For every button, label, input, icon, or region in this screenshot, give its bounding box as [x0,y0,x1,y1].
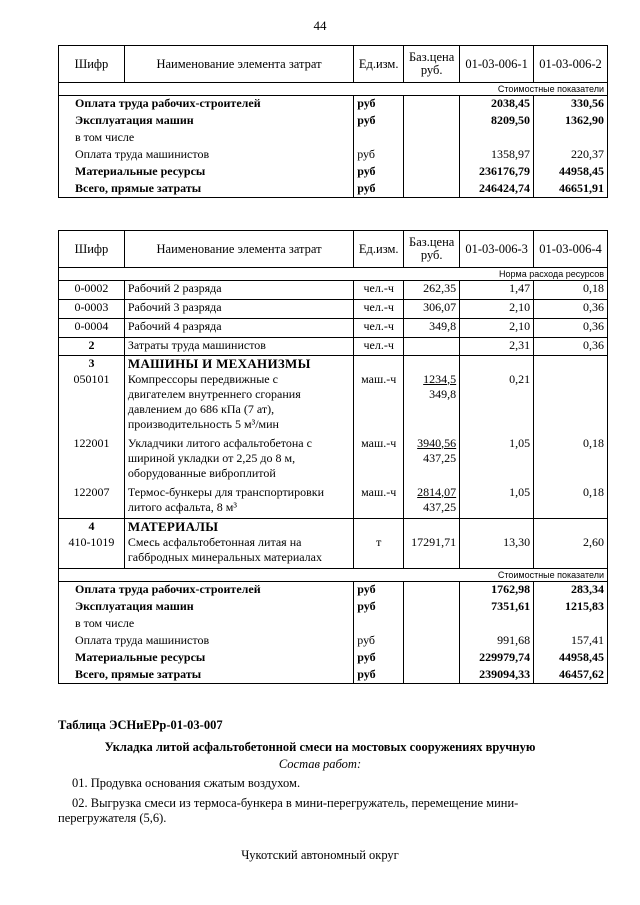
row-value-1: 1,05 [460,436,534,485]
name-line: Компрессоры передвижные с [127,371,278,386]
cost-name: Оплата труда рабочих-строителей [59,582,354,599]
name-line: Укладчики литого асфальтобетона с [127,435,312,450]
cost-row [59,633,608,650]
cost-row [59,113,608,130]
cost-value-2: 1215,83 [534,599,608,616]
cost-name: Материальные ресурсы [59,164,354,181]
header-code: Шифр [59,46,125,83]
cost-row [59,181,608,198]
name-line: литого асфальта, 8 м³ [127,499,237,514]
cost-value-2: 44958,45 [534,650,608,667]
name-line: габбродных минеральных материалах [127,549,322,564]
row-unit: маш.-ч [354,485,404,519]
row-price [404,338,460,356]
cost-name: Всего, прямые затраты [59,181,354,198]
subheader: Стоимостные показатели [59,83,608,96]
row-name: Рабочий 2 разряда [124,281,353,300]
works-heading: Состав работ: [278,757,362,771]
cost-value-1: 246424,74 [460,181,534,198]
work-item-2-cont: перегружателя (5,6). [58,811,167,825]
row-value-2: 0,18 [534,281,608,300]
header-price: Баз.цена руб. [404,231,460,268]
name-line: Термос-бункеры для транспортировки [127,484,325,499]
worker-row [59,300,608,319]
subheader: Норма расхода ресурсов [59,268,608,281]
cost-unit: руб [354,650,404,667]
row-price: 2814,07 [417,484,457,499]
row-value-1: 1,05 [460,485,534,519]
cost-name: в том числе [59,616,354,633]
materials-section-row [59,519,608,535]
cost-name: Оплата труда машинистов [59,633,354,650]
row-code: 2 [59,338,125,356]
cost-row [59,164,608,181]
row-unit: маш.-ч [354,436,404,485]
cost-name: Эксплуатация машин [59,599,354,616]
row-name [124,372,353,436]
cost-price [404,113,460,130]
cost-value-1: 8209,50 [460,113,534,130]
cost-price [404,599,460,616]
cost-row [59,130,608,147]
cost-value-1: 2038,45 [460,96,534,113]
header-col1: 01-03-006-1 [460,46,534,83]
cost-price [404,164,460,181]
row-value-1: 2,10 [460,319,534,338]
row-unit: чел.-ч [354,300,404,319]
cost-unit: руб [354,582,404,599]
cost-value-2: 1362,90 [534,113,608,130]
drivers-row [59,338,608,356]
section-code: 4 [59,519,125,535]
cost-value-1: 229979,74 [460,650,534,667]
row-code: 0-0003 [59,300,125,319]
cost-name: Всего, прямые затраты [59,667,354,684]
row-price: 1234,5 [423,371,457,386]
row-value-2: 0,36 [534,319,608,338]
cost-value-2: 157,41 [534,633,608,650]
cost-price [404,582,460,599]
cost-value-2: 283,34 [534,582,608,599]
row-name [124,436,353,485]
machine-row [59,372,608,436]
header-col2: 01-03-006-4 [534,231,608,268]
row-unit: т [354,535,404,569]
cost-price [404,633,460,650]
cost-price [404,130,460,147]
row-price: 17291,71 [404,535,460,569]
row-value-2: 0,18 [534,485,608,519]
name-line: производительность 5 м³/мин [127,416,279,431]
row-price: 306,07 [404,300,460,319]
cost-value-1: 239094,33 [460,667,534,684]
cost-table-1 [58,45,608,198]
name-line: оборудованные виброплитой [127,465,276,480]
row-value-1: 2,31 [460,338,534,356]
cost-value-1 [460,130,534,147]
section-code: 3 [59,356,125,372]
row-unit: чел.-ч [354,319,404,338]
cost-value-2: 44958,45 [534,164,608,181]
row-value-2 [534,372,608,436]
cost-price [404,616,460,633]
resource-table-2 [58,230,608,684]
cost-value-2: 46651,91 [534,181,608,198]
section-name: МАШИНЫ И МЕХАНИЗМЫ [124,356,353,372]
cost-value-2 [534,130,608,147]
cost-row [59,582,608,599]
header-unit: Ед.изм. [354,46,404,83]
cost-price [404,147,460,164]
row-unit: чел.-ч [354,338,404,356]
cost-unit [354,130,404,147]
name-line: давлением до 686 кПа (7 ат), [127,401,275,416]
material-row [59,535,608,569]
row-code: 122001 [59,436,125,485]
row-name: Рабочий 4 разряда [124,319,353,338]
cost-unit: руб [354,96,404,113]
row-price: 3940,56 [417,435,457,450]
row-price-2: 437,25 [423,450,457,465]
page-number: 44 [313,18,327,33]
name-line: шириной укладки от 2,25 до 8 м, [127,450,296,465]
row-unit: маш.-ч [354,372,404,436]
table-subtitle: Укладка литой асфальтобетонной смеси на мостовых сооружениях вручную [104,740,536,754]
cost-row [59,599,608,616]
cost-price [404,181,460,198]
cost-row [59,667,608,684]
cost-row [59,616,608,633]
cost-price [404,96,460,113]
row-code: 050101 [59,372,125,436]
machines-section-row [59,356,608,372]
cost-row [59,650,608,667]
header-unit: Ед.изм. [354,231,404,268]
cost-value-1: 991,68 [460,633,534,650]
row-price: 262,35 [404,281,460,300]
row-code: 122007 [59,485,125,519]
cost-unit: руб [354,633,404,650]
footer-region: Чукотский автономный округ [241,848,399,862]
header-name: Наименование элемента затрат [124,231,353,268]
row-name: Затраты труда машинистов [124,338,353,356]
cost-value-2: 330,56 [534,96,608,113]
header-name: Наименование элемента затрат [124,46,353,83]
cost-unit [354,616,404,633]
row-value-1: 1,47 [460,281,534,300]
row-value-1: 2,10 [460,300,534,319]
cost-unit: руб [354,667,404,684]
cost-subheader: Стоимостные показатели [59,569,608,582]
row-code: 410-1019 [59,535,125,569]
cost-unit: руб [354,113,404,130]
cost-value-2: 220,37 [534,147,608,164]
row-name: Рабочий 3 разряда [124,300,353,319]
header-code: Шифр [59,231,125,268]
row-price: 349,8 [404,319,460,338]
row-unit: чел.-ч [354,281,404,300]
cost-value-2: 46457,62 [534,667,608,684]
cost-value-1: 1358,97 [460,147,534,164]
row-value-1: 0,21 [460,372,534,436]
name-line: двигателем внутреннего сгорания [127,386,301,401]
row-name [124,485,353,519]
cost-unit: руб [354,164,404,181]
work-item-1: 01. Продувка основания сжатым воздухом. [72,776,301,790]
header-col2: 01-03-006-2 [534,46,608,83]
machine-row [59,436,608,485]
cost-name: Эксплуатация машин [59,113,354,130]
row-value-2: 0,36 [534,338,608,356]
cost-unit: руб [354,181,404,198]
table-title: Таблица ЭСНиЕРр-01-03-007 [58,718,223,732]
cost-price [404,650,460,667]
worker-row [59,281,608,300]
row-value-2: 2,60 [534,535,608,569]
cost-value-1 [460,616,534,633]
row-value-2: 0,36 [534,300,608,319]
cost-name: Оплата труда рабочих-строителей [59,96,354,113]
row-price-2: 437,25 [423,499,457,514]
row-code: 0-0002 [59,281,125,300]
work-item-2: 02. Выгрузка смеси из термоса-бункера в мини-перегружатель, перемещение мини- [72,796,519,810]
cost-name: Материальные ресурсы [59,650,354,667]
row-code: 0-0004 [59,319,125,338]
cost-value-1: 236176,79 [460,164,534,181]
machine-row [59,485,608,519]
row-value-1: 13,30 [460,535,534,569]
row-name [124,535,353,569]
cost-value-2 [534,616,608,633]
header-col1: 01-03-006-3 [460,231,534,268]
worker-row [59,319,608,338]
row-value-2: 0,18 [534,436,608,485]
cost-value-1: 1762,98 [460,582,534,599]
cost-value-1: 7351,61 [460,599,534,616]
cost-unit: руб [354,147,404,164]
cost-name: Оплата труда машинистов [59,147,354,164]
cost-price [404,667,460,684]
section-name: МАТЕРИАЛЫ [124,519,353,535]
cost-unit: руб [354,599,404,616]
cost-row [59,96,608,113]
row-price-2: 349,8 [429,386,457,401]
cost-row [59,147,608,164]
name-line: Смесь асфальтобетонная литая на [127,534,302,549]
cost-name: в том числе [59,130,354,147]
header-price: Баз.цена руб. [404,46,460,83]
